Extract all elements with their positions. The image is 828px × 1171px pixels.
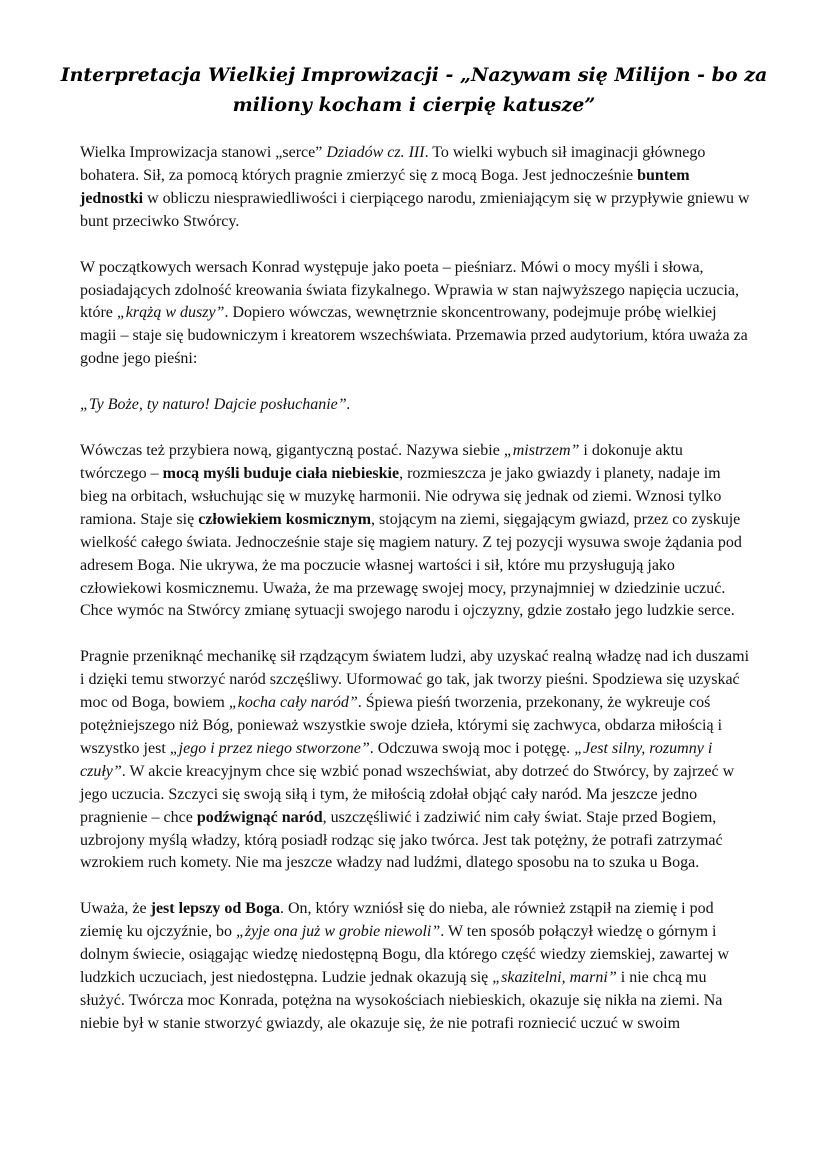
p4-italic-3: „Jest silny, rozumny i czuły” (80, 739, 713, 780)
quote-text: „Ty Boże, ty naturo! Dajcie posłuchanie”. (80, 396, 351, 414)
document-title: Interpretacja Wielkiej Improwizacji - „Nazywam się Milijon - bo za miliony kocham i cierpię katusze” (60, 64, 768, 116)
p3-text-2: i dokonuje aktu twórczego – (80, 442, 683, 482)
p4-text-4: . W akcie kreacyjnym chce się wzbić ponad wszechświat, aby dotrzeć do Stwórcy, by zajrzeć w jego uczucia. Szczyci się swoją siłą i tym, że miłością zdołał objąć cały naród. Ma jeszcze jedno pragnienie – chce (80, 762, 735, 826)
p4-italic-2: „jego i przez niego stworzone” (169, 739, 370, 757)
document-body (80, 142, 752, 1059)
p3-bold-2: człowiekiem kosmicznym (198, 510, 372, 528)
p4-text-5: , uszczęśliwić i zadziwić nim cały świat. Staje przed Bogiem, uzbrojony myślą władzy, którą posiadł rodząc się jako twórca. Jest tak potężny, że potrafi zatrzymać wzrokiem ruch komety. Nie ma jeszcze władzy nad ludźmi, dlatego sposobu na to szuka u Boga. (80, 808, 723, 872)
p4-text-1: Pragnie przeniknąć mechanikę sił rządzącym światem ludzi, aby uzyskać realną władzę nad ich duszami i dzięki temu stworzyć naród szczęśliwy. Uformować go tak, jak tworzy pieśni. Spodziewa się uzyskać moc od Boga, bowiem (80, 648, 750, 712)
p2-text-2: . Dopiero wówczas, wewnętrznie skoncentrowany, podejmuje próbę wielkiej magii – staje się budowniczym i kreatorem wszechświata. Przemawia przed audytorium, która uważa za godne jego pieśni: (80, 304, 748, 368)
p5-text-2: . On, który wzniósł się do nieba, ale również zstąpił na ziemię i pod ziemię ku ojczyźnie, bo (80, 900, 714, 941)
paragraph-5 (80, 898, 752, 1035)
paragraph-4 (80, 646, 752, 875)
p5-bold-1: jest lepszy od Boga (150, 900, 280, 918)
p4-text-2: . Śpiewa pieśń tworzenia, przekonany, że wykreuje coś potężniejszego niż Bóg, ponieważ wszystkie swoje dzieła, którymi się zachwyca, obdarza miłością i wszystko jest (80, 694, 723, 757)
p2-italic-1: „krążą w duszy” (116, 304, 225, 322)
p1-bold-1: buntem jednostki (80, 166, 690, 207)
paragraph-3 (80, 440, 752, 623)
p3-text-4: , stojącym na ziemi, sięgającym gwiazd, przez co zyskuje wielkość całego świata. Jednocześnie staje się magiem natury. Z tej pozycji wysuwa swoje żądania pod adresem Boga. Nie ukrywa, że ma poczucie własnej wartości i sił, które mu przysługują jako człowiekowi kosmicznemu. Uważa, że ma przewagę swojej mocy, przynajmniej w dziedzinie uczuć. Chce wymóc na Stwórcy zmianę sytuacji swojego narodu i ojczyzny, gdzie zostało jego ludzkie serce. (80, 510, 742, 620)
p1-text-2: . To wielki wybuch sił imaginacji głównego bohatera. Sił, za pomocą których pragnie zmierzyć się z mocą Boga. Jest jednocześnie (80, 144, 706, 184)
p4-bold-1: podźwignąć naród (196, 808, 323, 826)
p5-italic-2: „skazitelni, marni” (492, 969, 617, 987)
p3-bold-1: mocą myśli buduje ciała niebieskie (162, 464, 400, 482)
p5-text-4: i nie chcą mu służyć. Twórcza moc Konrada, potężna na wysokościach niebieskich, okazuje się nikła na ziemi. Na niebie był w stanie stworzyć gwiazdy, ale okazuje się, że nie potrafi rozniecić uczuć w swoim (80, 969, 723, 1032)
p4-italic-1: „kocha cały naród” (228, 694, 358, 712)
paragraph-2 (80, 257, 752, 372)
p1-italic-1: Dziadów cz. III (326, 144, 425, 161)
p3-italic-1: „mistrzem” (503, 442, 580, 460)
p3-text-1: Wówczas też przybiera nową, gigantyczną postać. Nazywa siebie (80, 442, 504, 460)
p1-text-3: w obliczu niesprawiedliwości i cierpiącego narodu, zmieniającym się w przypływie gniewu w bunt przeciwko Stwórcy. (80, 189, 750, 230)
p1-text-1: Wielka Improwizacja stanowi „serce” (80, 144, 327, 161)
p3-text-3: , rozmieszcza je jako gwiazdy i planety, nadaje im bieg na orbitach, wsłuchując się w muzykę harmonii. Nie odrywa się jednak od ziemi. Wznosi tylko ramiona. Staje się (80, 464, 722, 528)
p2-text-1: W początkowych wersach Konrad występuje jako poeta – pieśniarz. Mówi o mocy myśli i słowa, posiadających zdolność kreowania świata fizykalnego. Wprawia w stan najwyższego napięcia uczucia, które (80, 258, 739, 322)
p5-italic-1: „żyje ona już w grobie niewoli” (235, 923, 441, 941)
p4-text-3: . Odczuwa swoją moc i potęgę. (369, 739, 575, 757)
p5-text-3: . W ten sposób połączył wiedzę o górnym i dolnym świecie, osiągając wiedzę niedostępną Bogu, dla którego część wiedzy ziemskiej, zawartej w ludzkich uczuciach, jest niedostępna. Ludzie jednak okazują się (80, 923, 730, 987)
paragraph-1 (80, 142, 752, 234)
p5-text-1: Uważa, że (80, 900, 151, 918)
quote-paragraph (80, 394, 752, 417)
